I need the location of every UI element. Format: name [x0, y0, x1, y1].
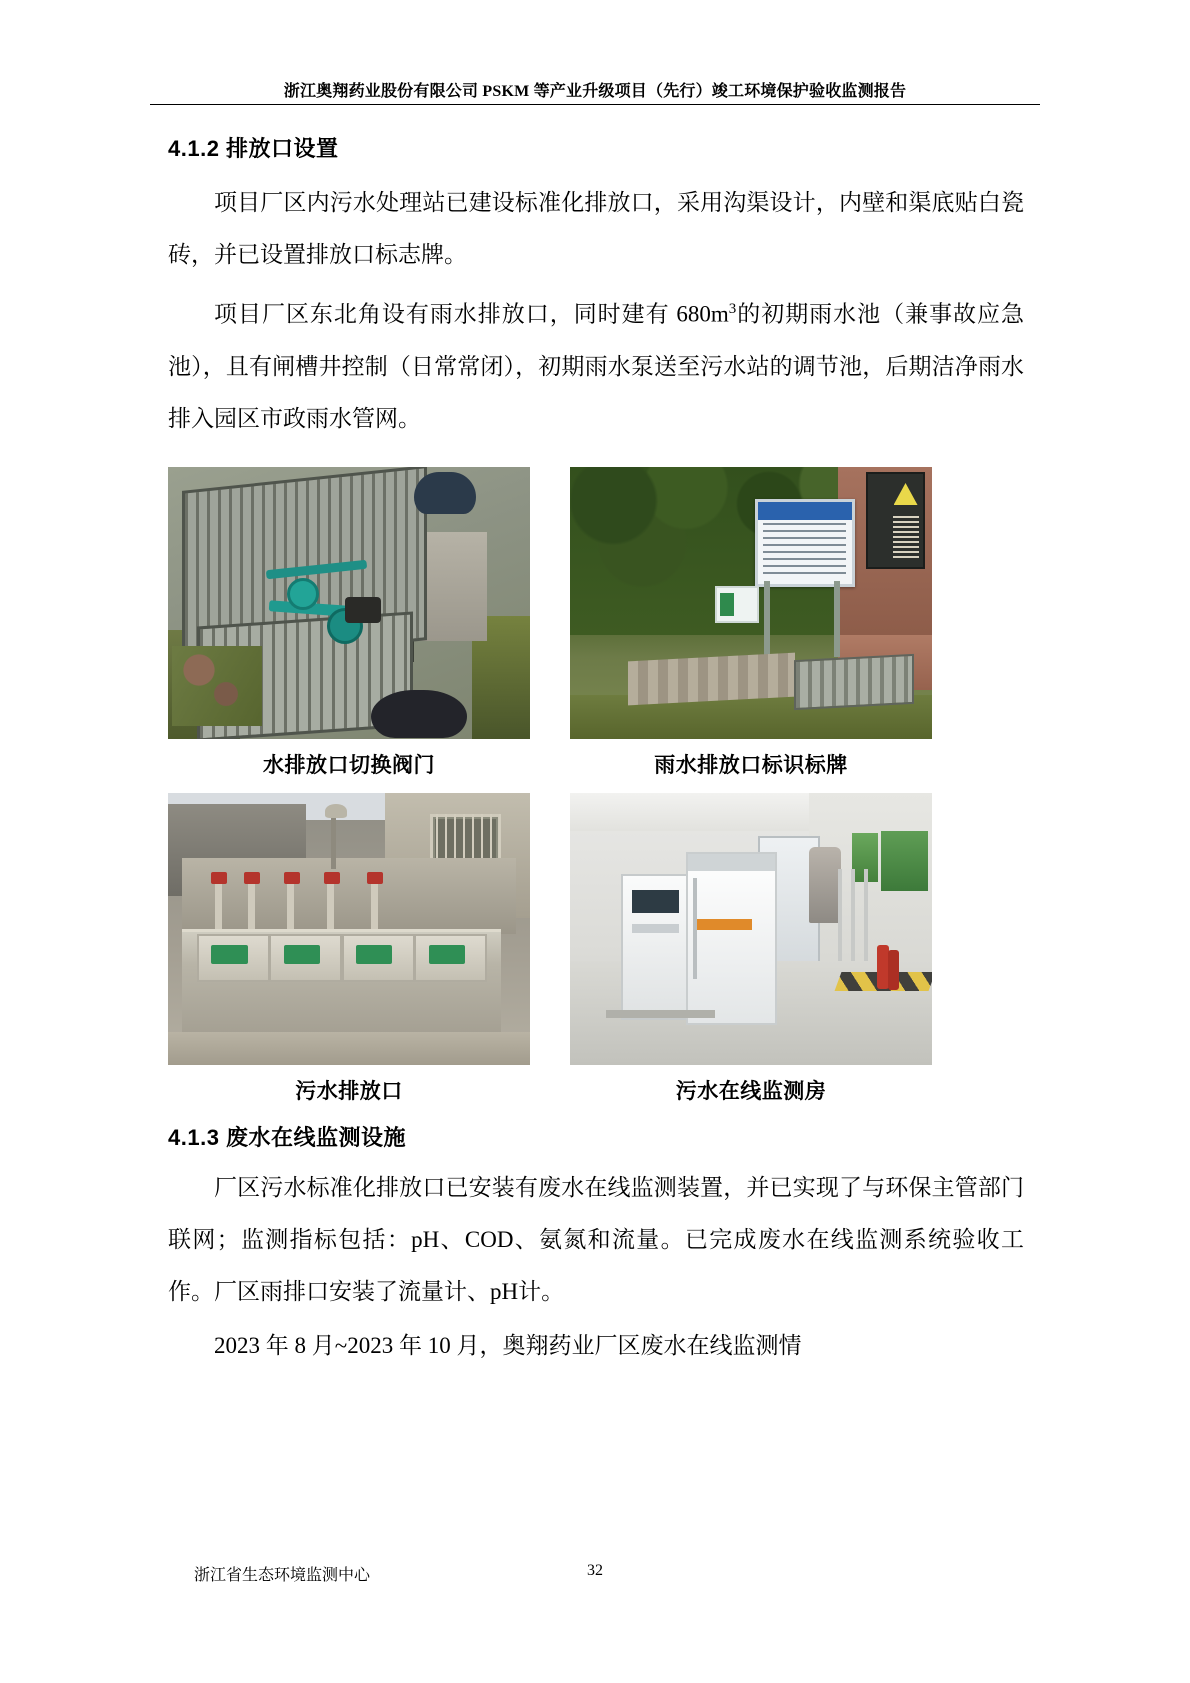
figure-online-monitoring-room	[570, 793, 932, 1119]
figure-caption: 污水排放口	[295, 1079, 403, 1103]
paragraph-rainwater-part-after: 的初期雨水池（兼事故应急池），且有闸槽井控制（日常常闭），初期雨水泵送至污水站的调节池，后期洁净雨水排入园区市政雨水管网。	[168, 301, 1025, 431]
running-header: 浙江奥翔药业股份有限公司 PSKM 等产业升级项目（先行）竣工环境保护验收监测报告	[283, 83, 907, 100]
photo-switch-valve	[168, 467, 530, 739]
figure-caption: 雨水排放口标识标牌	[654, 753, 848, 777]
paragraph-outlet-standardized: 项目厂区内污水处理站已建设标准化排放口，采用沟渠设计，内壁和渠底贴白瓷砖，并已设置排放口标志牌。	[168, 190, 1024, 267]
figure-caption: 水排放口切换阀门	[263, 753, 435, 777]
page-content	[168, 132, 1024, 1374]
figure-switch-valve	[168, 467, 530, 793]
figure-sewage-outlet	[168, 793, 530, 1119]
figure-caption: 污水在线监测房	[675, 1079, 827, 1103]
paragraph-monitoring-period: 2023 年 8 月~2023 年 10 月，奥翔药业厂区废水在线监测情	[214, 1332, 802, 1358]
paragraph-rainwater-part-before: 项目厂区东北角设有雨水排放口，同时建有 680m	[214, 301, 729, 327]
section-heading-4-1-3: 4.1.3 废水在线监测设施	[168, 1124, 407, 1150]
footer-page-number: 32	[587, 1562, 603, 1579]
section-heading-4-1-2: 4.1.2 排放口设置	[168, 136, 339, 161]
photo-sewage-outlet	[168, 793, 530, 1065]
photo-online-monitoring-room	[570, 793, 932, 1065]
paragraph-rainwater-outlet	[168, 283, 1024, 445]
photo-rainwater-sign	[570, 467, 932, 739]
footer-organization: 浙江省生态环境监测中心	[194, 1567, 371, 1584]
figure-grid	[168, 467, 1024, 1119]
paragraph-online-monitoring: 厂区污水标准化排放口已安装有废水在线监测装置，并已实现了与环保主管部门联网；监测指标包括：pH、COD、氨氮和流量。已完成废水在线监测系统验收工作。厂区雨排口安装了流量计、pH计。	[168, 1174, 1024, 1304]
figure-rainwater-sign	[570, 467, 932, 793]
paragraph-rainwater-superscript: 3	[728, 301, 737, 317]
header-divider	[150, 104, 1040, 105]
